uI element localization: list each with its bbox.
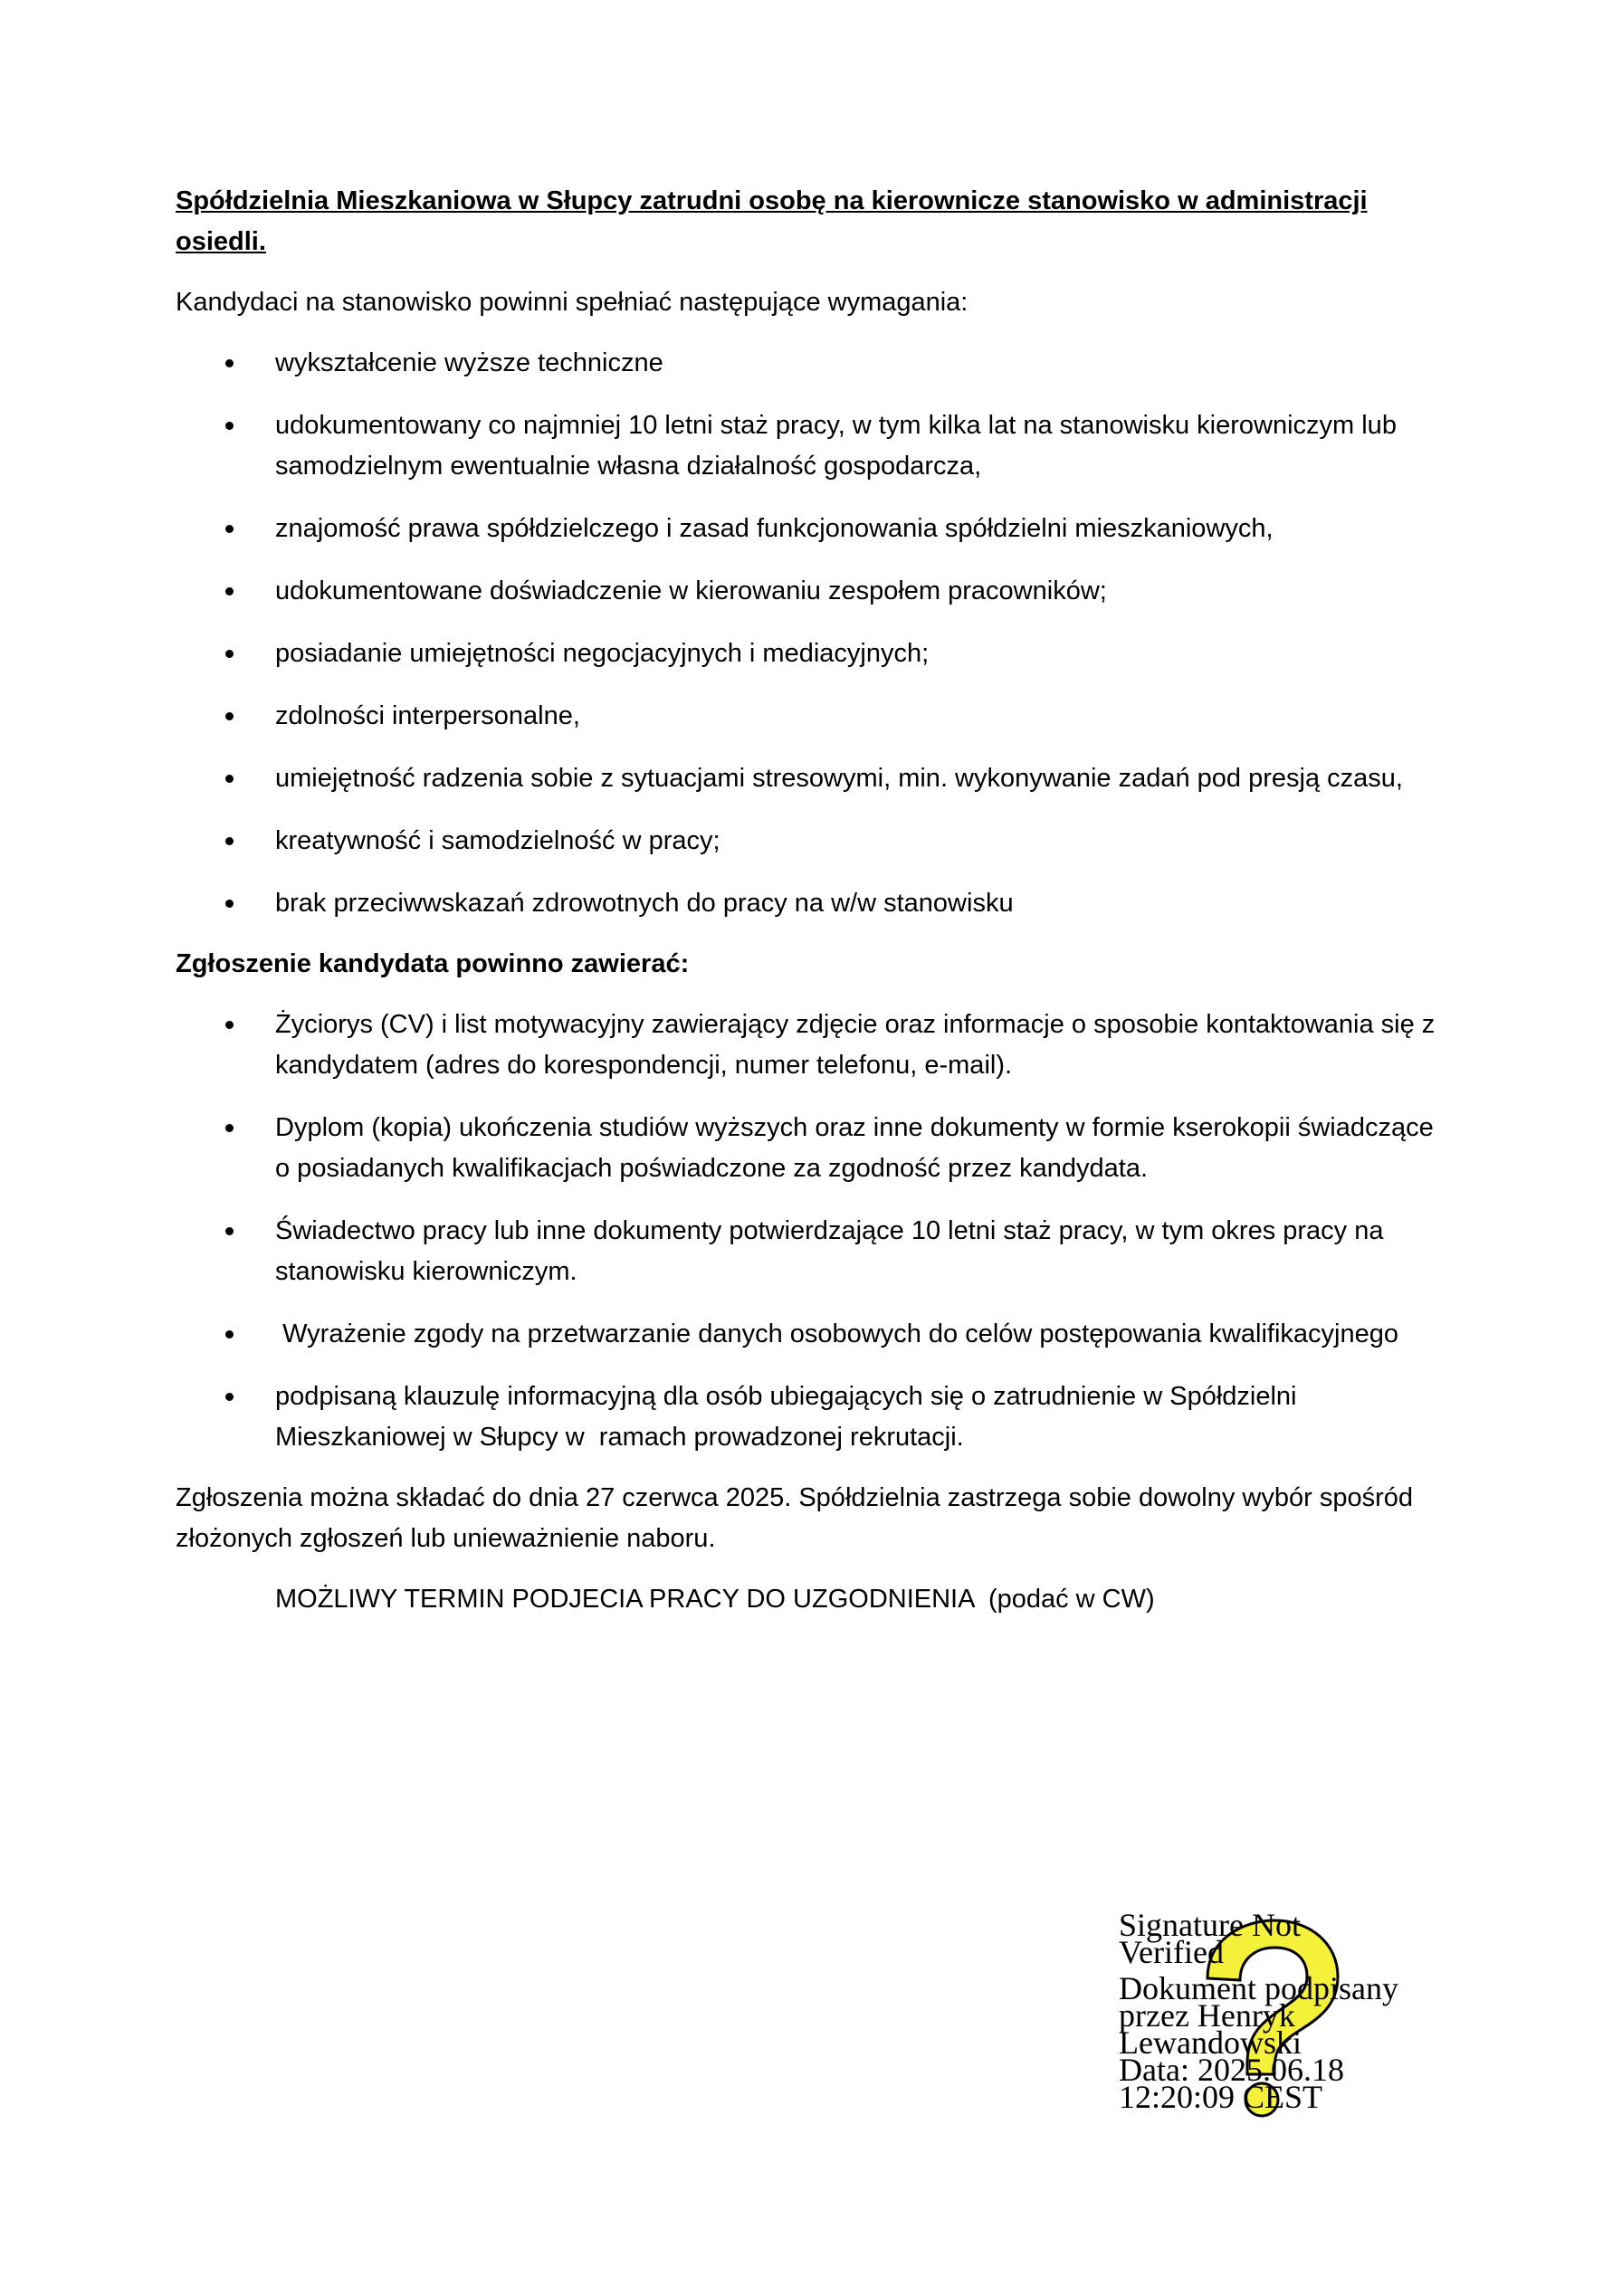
list-item [176,343,1443,384]
start-date-note: MOŻLIWY TERMIN PODJECIA PRACY DO UZGODNIENIA (podać w CW) [275,1585,1155,1614]
document-heading: Spółdzielnia Mieszkaniowa w Słupcy zatrudni osobę na kierownicze stanowisko w administracji osiedli. [176,186,1368,256]
list-item-text: Wyrażenie zgody na przetwarzanie danych osobowych do celów postępowania kwalifikacyjnego [275,1319,1398,1348]
list-item [176,571,1443,612]
signature-signer-line: Lewandowski [1119,2024,1302,2061]
list-item [176,1005,1443,1086]
list-item-text: posiadanie umiejętności negocjacyjnych i mediacyjnych; [275,639,930,668]
bullet-icon [225,1124,234,1132]
list-item-text: udokumentowany co najmniej 10 letni staż pracy, w tym kilka lat na stanowisku kierowniczym lub samodzielnym ewentualnie własna działalność gospodarcza, [275,411,1397,481]
list-item [176,883,1443,924]
list-item-text: podpisaną klauzulę informacyjną dla osób ubiegających się o zatrudnienie w Spółdzielni Mieszkaniowej w Słupcy w ramach prowadzonej rekrutacji. [275,1382,1304,1452]
bullet-icon [225,837,234,845]
list-item [176,1211,1443,1292]
list-item-text: Świadectwo pracy lub inne dokumenty potwierdzające 10 letni staż pracy, w tym okres pracy na stanowisku kierowniczym. [275,1216,1384,1286]
signature-text [1119,1907,1463,2115]
list-item-text: zdolności interpersonalne, [275,701,580,730]
list-item [176,1108,1443,1189]
bullet-icon [225,359,234,367]
list-item-text: wykształcenie wyższe techniczne [275,348,663,377]
application-list [176,1005,1443,1458]
list-item-text: Życiorys (CV) i list motywacyjny zawierający zdjęcie oraz informacje o sposobie kontaktowania się z kandydatem (adres do korespondencji, numer telefonu, e-mail). [275,1010,1436,1080]
requirements-intro: Kandydaci na stanowisko powinni spełniać następujące wymagania: [176,288,968,317]
list-item [176,1314,1443,1355]
signature-signer-line: przez Henryk [1119,1997,1295,2034]
signature-time: 12:20:09 CEST [1119,2079,1323,2115]
closing-paragraph: Zgłoszenia można składać do dnia 27 czerwca 2025. Spółdzielnia zastrzega sobie dowolny wybór spośród złożonych zgłoszeń lub unieważnienie naboru. [176,1483,1413,1553]
signature-signer-line: Dokument podpisany [1119,1970,1398,2006]
signature-block [1119,1907,1463,2129]
application-heading: Zgłoszenie kandydata powinno zawierać: [176,949,690,978]
list-item [176,405,1443,487]
document-body [176,181,1443,1620]
list-item-text: Dyplom (kopia) ukończenia studiów wyższych oraz inne dokumenty w formie kserokopii świadczące o posiadanych kwalifikacjach poświadczone za zgodność przez kandydata. [275,1113,1434,1183]
signature-status-line: Signature Not [1119,1907,1301,1943]
list-item-text: kreatywność i samodzielność w pracy; [275,826,720,855]
bullet-icon [225,1330,234,1339]
list-item-text: znajomość prawa spółdzielczego i zasad funkcjonowania spółdzielni mieszkaniowych, [275,514,1274,543]
list-item [176,1377,1443,1458]
list-item [176,634,1443,674]
bullet-icon [225,422,234,430]
list-item [176,758,1443,799]
list-item [176,696,1443,737]
bullet-icon [225,1021,234,1029]
bullet-icon [225,1227,234,1235]
list-item-text: umiejętność radzenia sobie z sytuacjami stresowymi, min. wykonywanie zadań pod presją czasu, [275,764,1403,793]
bullet-icon [225,587,234,595]
signature-date: Data: 2025.06.18 [1119,2052,1344,2088]
bullet-icon [225,775,234,783]
list-item [176,509,1443,549]
bullet-icon [225,712,234,720]
bullet-icon [225,650,234,658]
bullet-icon [225,525,234,533]
bullet-icon [225,1393,234,1401]
requirements-list [176,343,1443,924]
list-item-text: udokumentowane doświadczenie w kierowaniu zespołem pracowników; [275,576,1107,605]
list-item-text: brak przeciwwskazań zdrowotnych do pracy na w/w stanowisku [275,889,1014,918]
bullet-icon [225,900,234,908]
list-item [176,821,1443,862]
signature-status-line: Verified [1119,1934,1224,1970]
